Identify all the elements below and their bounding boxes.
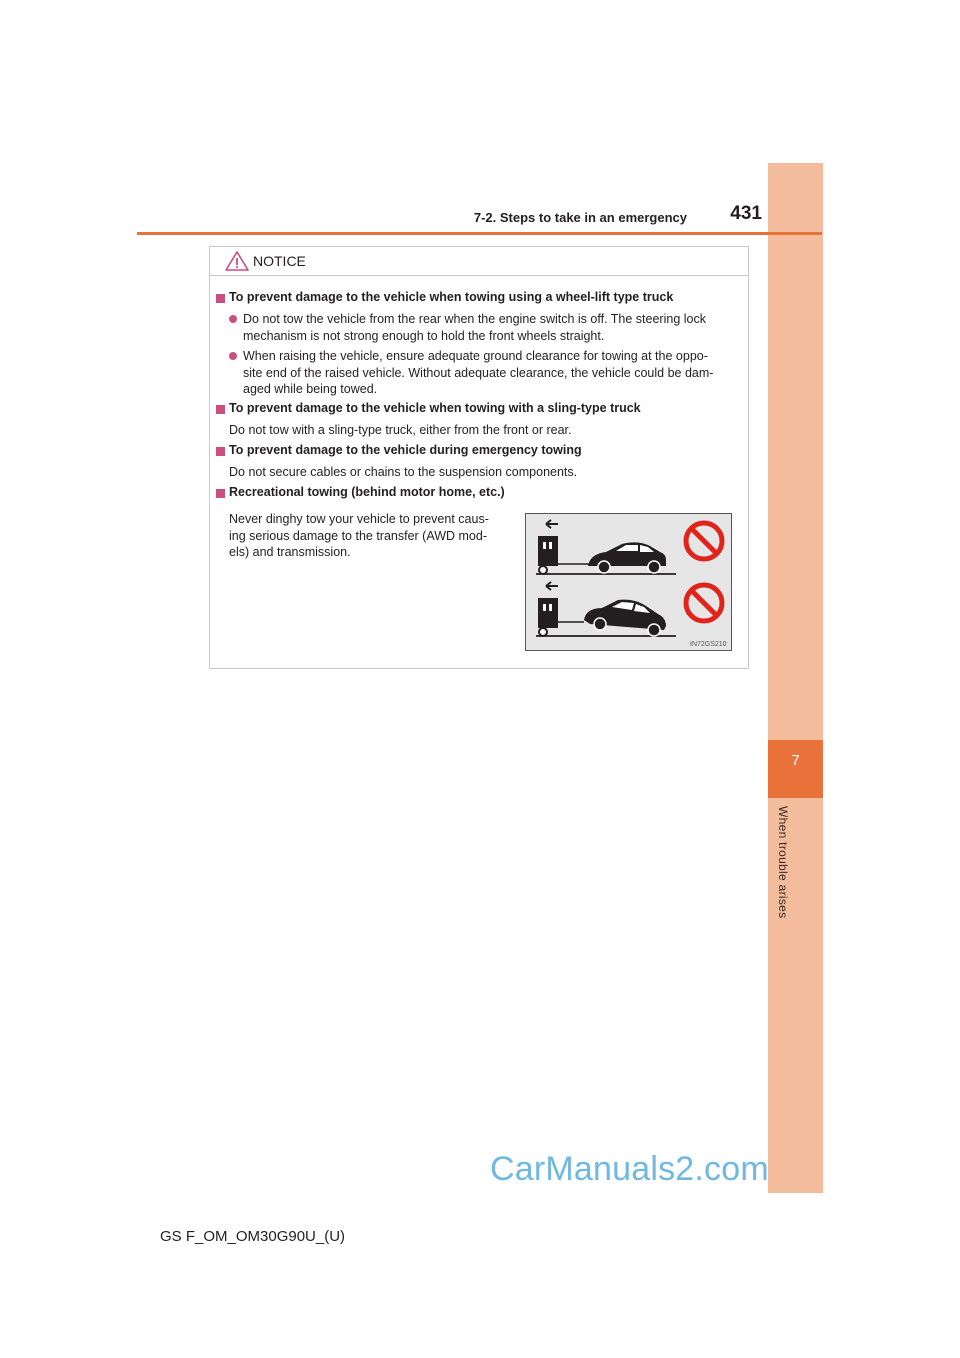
- watermark-text: CarManuals2.com: [490, 1150, 769, 1188]
- section-body-sling-type: Do not tow with a sling-type truck, either from the front or rear.: [229, 423, 572, 437]
- notice-label: NOTICE: [253, 253, 306, 269]
- bullet-line: Do not tow the vehicle from the rear when the engine switch is off. The steering lock: [243, 312, 706, 326]
- section-heading-wheel-lift: To prevent damage to the vehicle when towing using a wheel-lift type truck: [229, 290, 674, 304]
- chapter-number: 7: [791, 752, 800, 769]
- bullet-ground-clearance: [243, 348, 748, 398]
- dinghy-tow-scene-top: [536, 520, 722, 574]
- body-line: ing serious damage to the transfer (AWD mod-: [229, 528, 487, 543]
- page-number: 431: [730, 203, 762, 224]
- section-heading-recreational-towing: Recreational towing (behind motor home, etc.): [229, 485, 505, 499]
- chapter-side-tab: [768, 163, 823, 1193]
- bullet-line: When raising the vehicle, ensure adequate ground clearance for towing at the oppo-: [243, 349, 708, 363]
- section-marker: [216, 405, 225, 414]
- bullet-dot: [229, 352, 237, 360]
- chapter-number-box: [768, 740, 823, 798]
- notice-header-divider: [210, 275, 748, 276]
- bullet-line: mechanism is not strong enough to hold the front wheels straight.: [243, 328, 605, 343]
- section-marker: [216, 447, 225, 456]
- figure-code: IN72GS210: [690, 641, 727, 648]
- dinghy-tow-scene-bottom: [536, 582, 722, 636]
- bullet-dot: [229, 315, 237, 323]
- chapter-title: When trouble arises: [776, 806, 790, 919]
- towing-illustration: [526, 514, 731, 650]
- manual-code: GS F_OM_OM30G90U_(U): [160, 1228, 346, 1245]
- section-marker: [216, 489, 225, 498]
- bullet-line: aged while being towed.: [243, 382, 378, 396]
- towing-prohibited-figure: [525, 513, 732, 651]
- section-body-emergency-towing: Do not secure cables or chains to the suspension components.: [229, 465, 578, 479]
- section-heading-sling-type: To prevent damage to the vehicle when towing with a sling-type truck: [229, 401, 641, 415]
- body-line: els) and transmission.: [229, 545, 351, 559]
- header-rule: [137, 232, 822, 235]
- body-line: Never dinghy tow your vehicle to prevent caus-: [229, 512, 489, 526]
- bullet-line: site end of the raised vehicle. Without adequate clearance, the vehicle could be dam-: [243, 365, 714, 380]
- section-heading-emergency-towing: To prevent damage to the vehicle during emergency towing: [229, 443, 582, 457]
- bullet-engine-off: [243, 311, 748, 344]
- section-body-recreational-towing: [229, 511, 519, 561]
- warning-triangle-icon: [224, 250, 250, 272]
- section-title: 7-2. Steps to take in an emergency: [473, 210, 687, 225]
- section-marker: [216, 294, 225, 303]
